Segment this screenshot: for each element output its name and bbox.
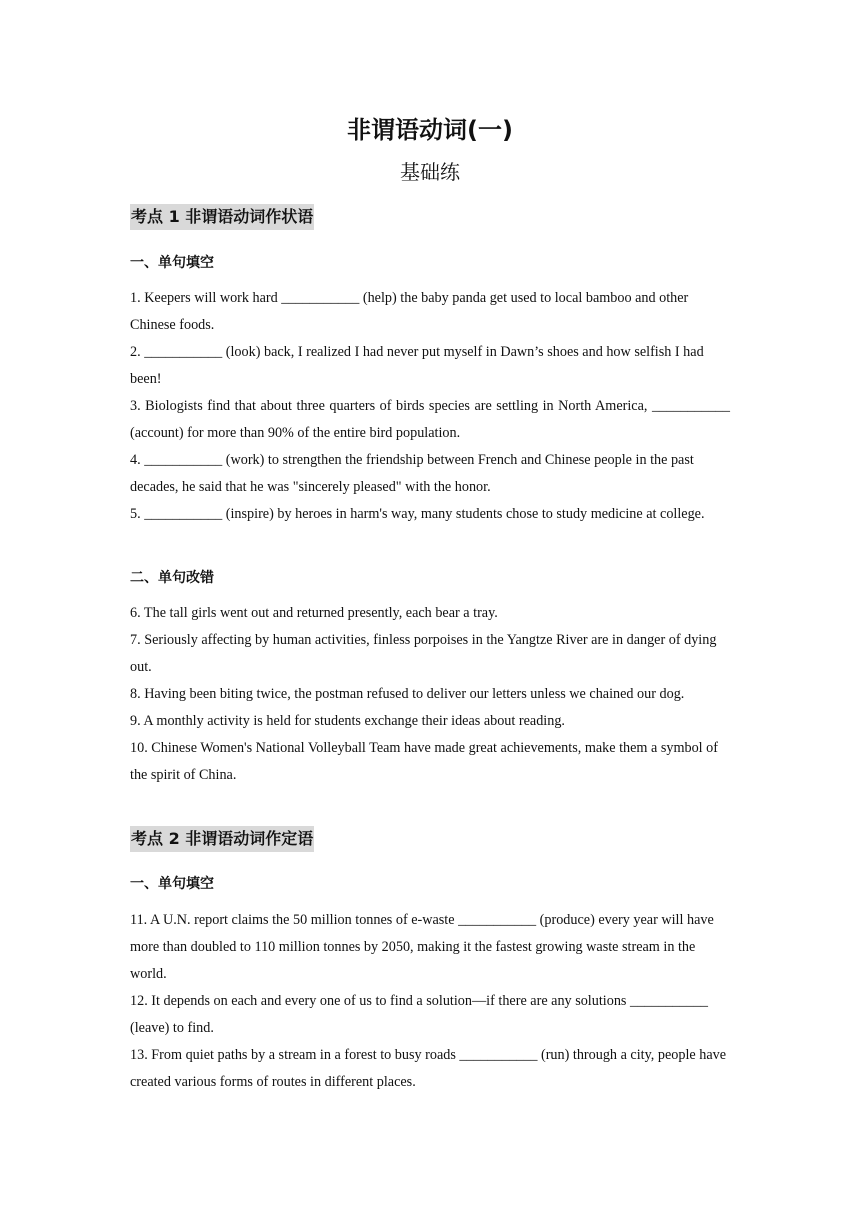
question-2: 2. ___________ (look) back, I realized I had never put myself in Dawn’s shoes and how selfish I had been!: [130, 344, 704, 387]
question-10: 10. Chinese Women's National Volleyball Team have made great achievements, make them a symbol of the spirit of China.: [130, 740, 718, 783]
section-heading-1: 考点 1 非谓语动词作状语: [130, 204, 314, 230]
part-label-fill-in-2: 一、单句填空: [130, 876, 214, 892]
page-subtitle: 基础练: [400, 160, 460, 184]
question-4: 4. ___________ (work) to strengthen the friendship between French and Chinese people in the past decades, he said that he was "sincerely pleased" with the honor.: [130, 452, 694, 495]
question-9: 9. A monthly activity is held for students exchange their ideas about reading.: [130, 713, 565, 729]
question-13: 13. From quiet paths by a stream in a forest to busy roads ___________ (run) through a city, people have created various forms of routes in different places.: [130, 1047, 727, 1090]
question-11: 11. A U.N. report claims the 50 million tonnes of e-waste ___________ (produce) every year will have more than doubled to 110 million tonnes by 2050, making it the fastest growing waste stream in the world.: [130, 912, 714, 982]
question-list-1: [130, 285, 730, 528]
question-6: 6. The tall girls went out and returned presently, each bear a tray.: [130, 605, 498, 621]
part-label-fill-in: 一、单句填空: [130, 255, 214, 271]
question-8: 8. Having been biting twice, the postman refused to deliver our letters unless we chained our dog.: [130, 686, 685, 702]
question-1: 1. Keepers will work hard ___________ (help) the baby panda get used to local bamboo and other Chinese foods.: [130, 290, 689, 333]
question-5: 5. ___________ (inspire) by heroes in harm's way, many students chose to study medicine at college.: [130, 506, 705, 522]
question-list-3: [130, 907, 730, 1096]
question-list-2: [130, 600, 730, 789]
part-label-error-correction: 二、单句改错: [130, 570, 214, 586]
section-heading-2: 考点 2 非谓语动词作定语: [130, 826, 314, 852]
question-3: 3. Biologists find that about three quarters of birds species are settling in North America, ___________ (account) for more than 90% of the entire bird population.: [130, 398, 730, 441]
page-title: 非谓语动词(一): [347, 116, 513, 144]
question-7: 7. Seriously affecting by human activities, finless porpoises in the Yangtze River are in danger of dying out.: [130, 632, 717, 675]
question-12: 12. It depends on each and every one of us to find a solution—if there are any solutions ___________ (leave) to find.: [130, 993, 709, 1036]
